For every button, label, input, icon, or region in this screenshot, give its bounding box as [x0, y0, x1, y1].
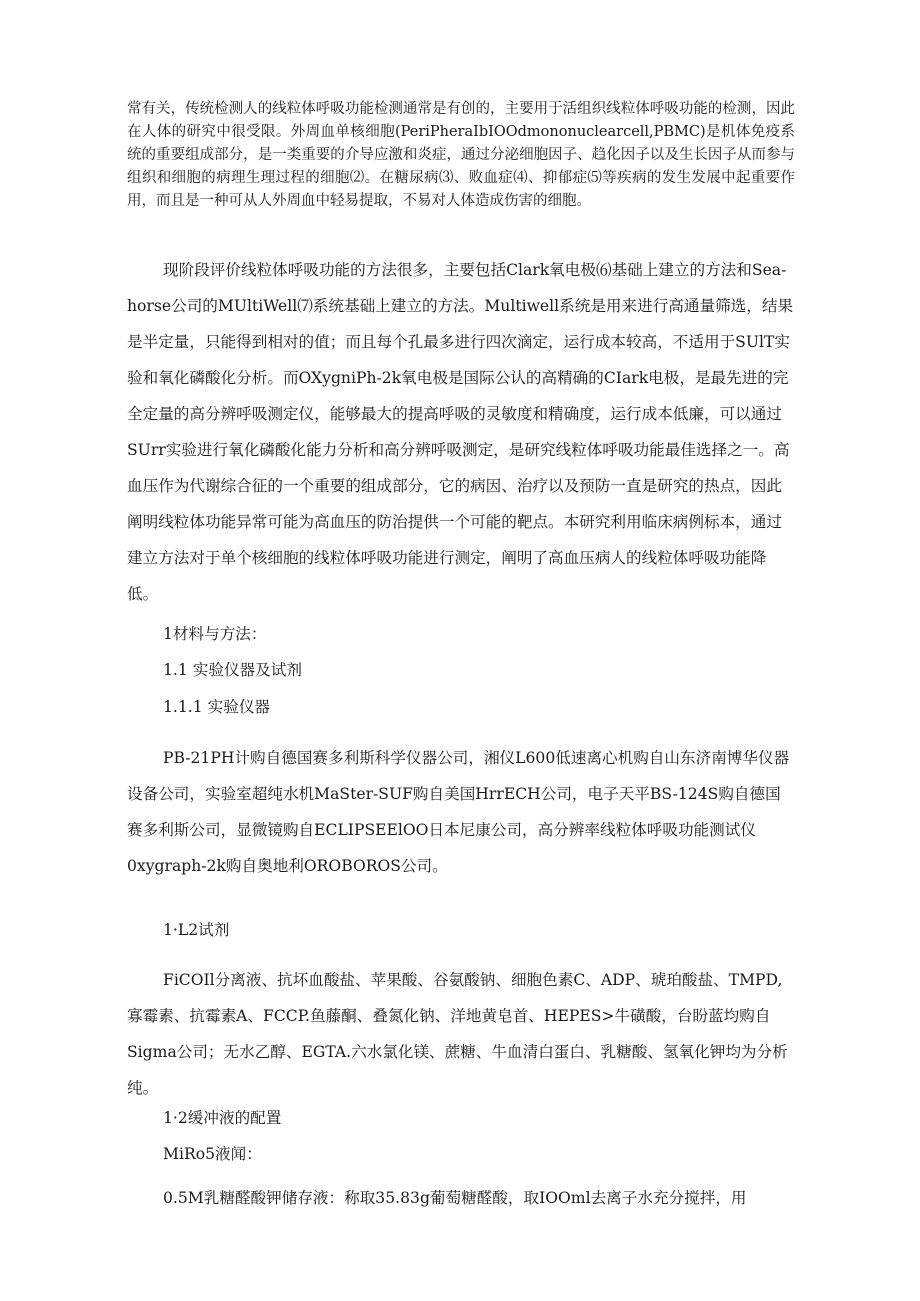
methods-paragraph: 现阶段评价线粒体呼吸功能的方法很多，主要包括Clark氧电极⑹基础上建立的方法和Sea-horse公司的MUltiWell⑺系统基础上建立的方法。Multiwell系统是用来进行高通量筛选，结果是半定量，只能得到相对的值；而且每个孔最多进行四次滴定，运行成本较高，不适用于SUlT实验和氧化磷酸化分析。而OXygniPh-2k氧电极是国际公认的高精确的CIark电极，是最先进的完全定量的高分辨呼吸测定仪，能够最大的提高呼吸的灵敏度和精确度，运行成本低廉，可以通过SUrr实验进行氧化磷酸化能力分析和高分辨呼吸测定，是研究线粒体呼吸功能最佳选择之一。高血压作为代谢综合征的一个重要的组成部分，它的病因、治疗以及预防一直是研究的热点，因此阐明线粒体功能异常可能为高血压的防治提供一个可能的靶点。本研究利用临床病例标本，通过建立方法对于单个核细胞的线粒体呼吸功能进行测定，阐明了高血压病人的线粒体呼吸功能降低。 — [127, 261, 794, 603]
reagents-paragraph: FiCOIl分离液、抗坏血酸盐、苹果酸、谷氨酸钠、细胞色素C、ADP、琥珀酸盐、TMPD,寡霉素、抗霉素A、FCCP.鱼藤酮、叠氮化钠、洋地黄皂首、HEPES>牛磺酸，台盼蓝均购自Sigma公司；无水乙醇、EGTA.六水氯化镁、蔗糖、牛血清白蛋白、乳糖酸、氢氧化钾均为分析纯。 — [127, 971, 788, 1097]
heading-instruments-reagents: 1.1 实验仪器及试剂 — [163, 661, 302, 679]
intro-paragraph: 常有关，传统检测人的线粒体呼吸功能检测通常是有创的，主要用于活组织线粒体呼吸功能的检测，因此在人体的研究中很受限。外周血单核细胞(PeriPheraIbIOOdmononuclearcell,PBMC)是机体免疫系统的重要组成部分，是一类重要的介导应激和炎症，通过分泌细胞因子、趋化因子以及生长因子从而参与组织和细胞的病理生理过程的细胞⑵。在糖尿病⑶、败血症⑷、抑郁症⑸等疾病的发生发展中起重要作用，而且是一种可从人外周血中轻易提取，不易对人体造成伤害的细胞。 — [127, 101, 795, 209]
instruments-paragraph: PB-21PH计购自德国赛多利斯科学仪器公司，湘仪L600低速离心机购自山东济南博华仪器设备公司，实验室超纯水机MaSter-SUF购自美国HrrECH公司，电子天平BS-124S购自德国赛多利斯公司，显微镜购自ECLIPSEElOO日本尼康公司，高分辨率线粒体呼吸功能测试仪0xygraph-2k购自奥地利OROBOROS公司。 — [127, 749, 790, 875]
heading-reagents: 1·L2试剂 — [163, 921, 230, 939]
heading-materials-methods: 1材料与方法： — [163, 625, 267, 643]
buffer-label: MiRo5液闻： — [163, 1145, 262, 1163]
heading-buffer-preparation: 1·2缓冲液的配置 — [163, 1109, 282, 1127]
heading-instruments: 1.1.1 实验仪器 — [163, 698, 271, 716]
stock-solution-line: 0.5M乳糖醛酸钾储存液：称取35.83g葡萄糖醛酸，取IOOml去离子水充分搅拌，用 — [163, 1189, 747, 1207]
